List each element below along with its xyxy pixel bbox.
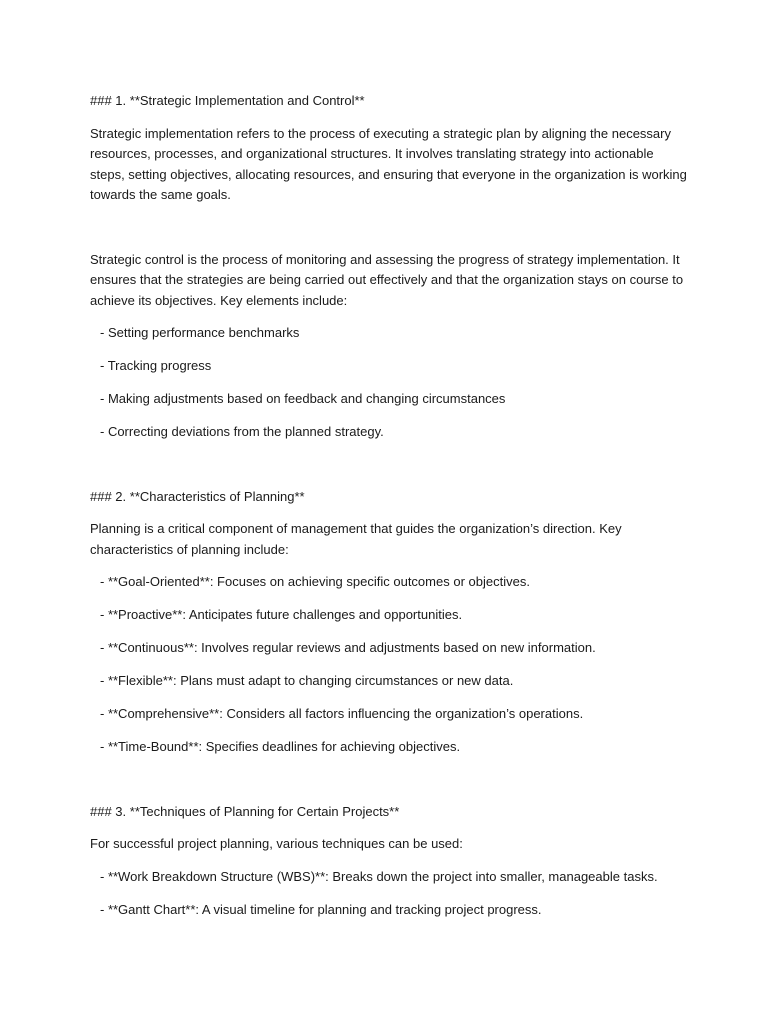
section-2-list-item: - **Time-Bound**: Specifies deadlines for achieving objectives. (100, 739, 461, 754)
section-1-list-item: - Correcting deviations from the planned strategy. (100, 424, 384, 439)
section-3-list-item: - **Gantt Chart**: A visual timeline for planning and tracking project progress. (100, 901, 542, 917)
section-3-paragraph-1: For successful project planning, various techniques can be used: (90, 836, 463, 851)
section-1-list-item: - Setting performance benchmarks (100, 325, 300, 340)
section-1-paragraph-2: Strategic control is the process of monitoring and assessing the progress of strategy implementation. It ensures that the strategies are being carried out effectively and that the organization stays on course to achieve its objectives. Key elements include: (90, 251, 687, 308)
section-1-list-item: - Tracking progress (100, 358, 212, 373)
section-1-heading: ### 1. **Strategic Implementation and Control** (90, 93, 365, 108)
section-1-paragraph-1: Strategic implementation refers to the process of executing a strategic plan by aligning the necessary resources, processes, and organizational structures. It involves translating strategy into actionable steps, setting objectives, allocating resources, and ensuring that everyone in the organization is working towards the same goals. (90, 125, 691, 202)
section-3-heading: ### 3. **Techniques of Planning for Certain Projects** (90, 803, 400, 819)
section-3-list-item: - **Work Breakdown Structure (WBS)**: Breaks down the project into smaller, manageable tasks. (100, 868, 658, 884)
section-2-heading: ### 2. **Characteristics of Planning** (90, 488, 305, 504)
section-2-list-item: - **Continuous**: Involves regular reviews and adjustments based on new information. (100, 640, 596, 655)
document-page (90, 91, 690, 933)
section-2-list-item: - **Goal-Oriented**: Focuses on achieving specific outcomes or objectives. (100, 574, 530, 589)
section-2-list-item: - **Proactive**: Anticipates future challenges and opportunities. (100, 607, 463, 622)
section-2-list-item: - **Comprehensive**: Considers all factors influencing the organization’s operations. (100, 706, 584, 721)
section-2-list-item: - **Flexible**: Plans must adapt to changing circumstances or new data. (100, 673, 514, 688)
section-2-paragraph-1: Planning is a critical component of management that guides the organization’s direction. Key characteristics of planning include: (90, 521, 626, 557)
section-1-list-item: - Making adjustments based on feedback and changing circumstances (100, 391, 506, 406)
